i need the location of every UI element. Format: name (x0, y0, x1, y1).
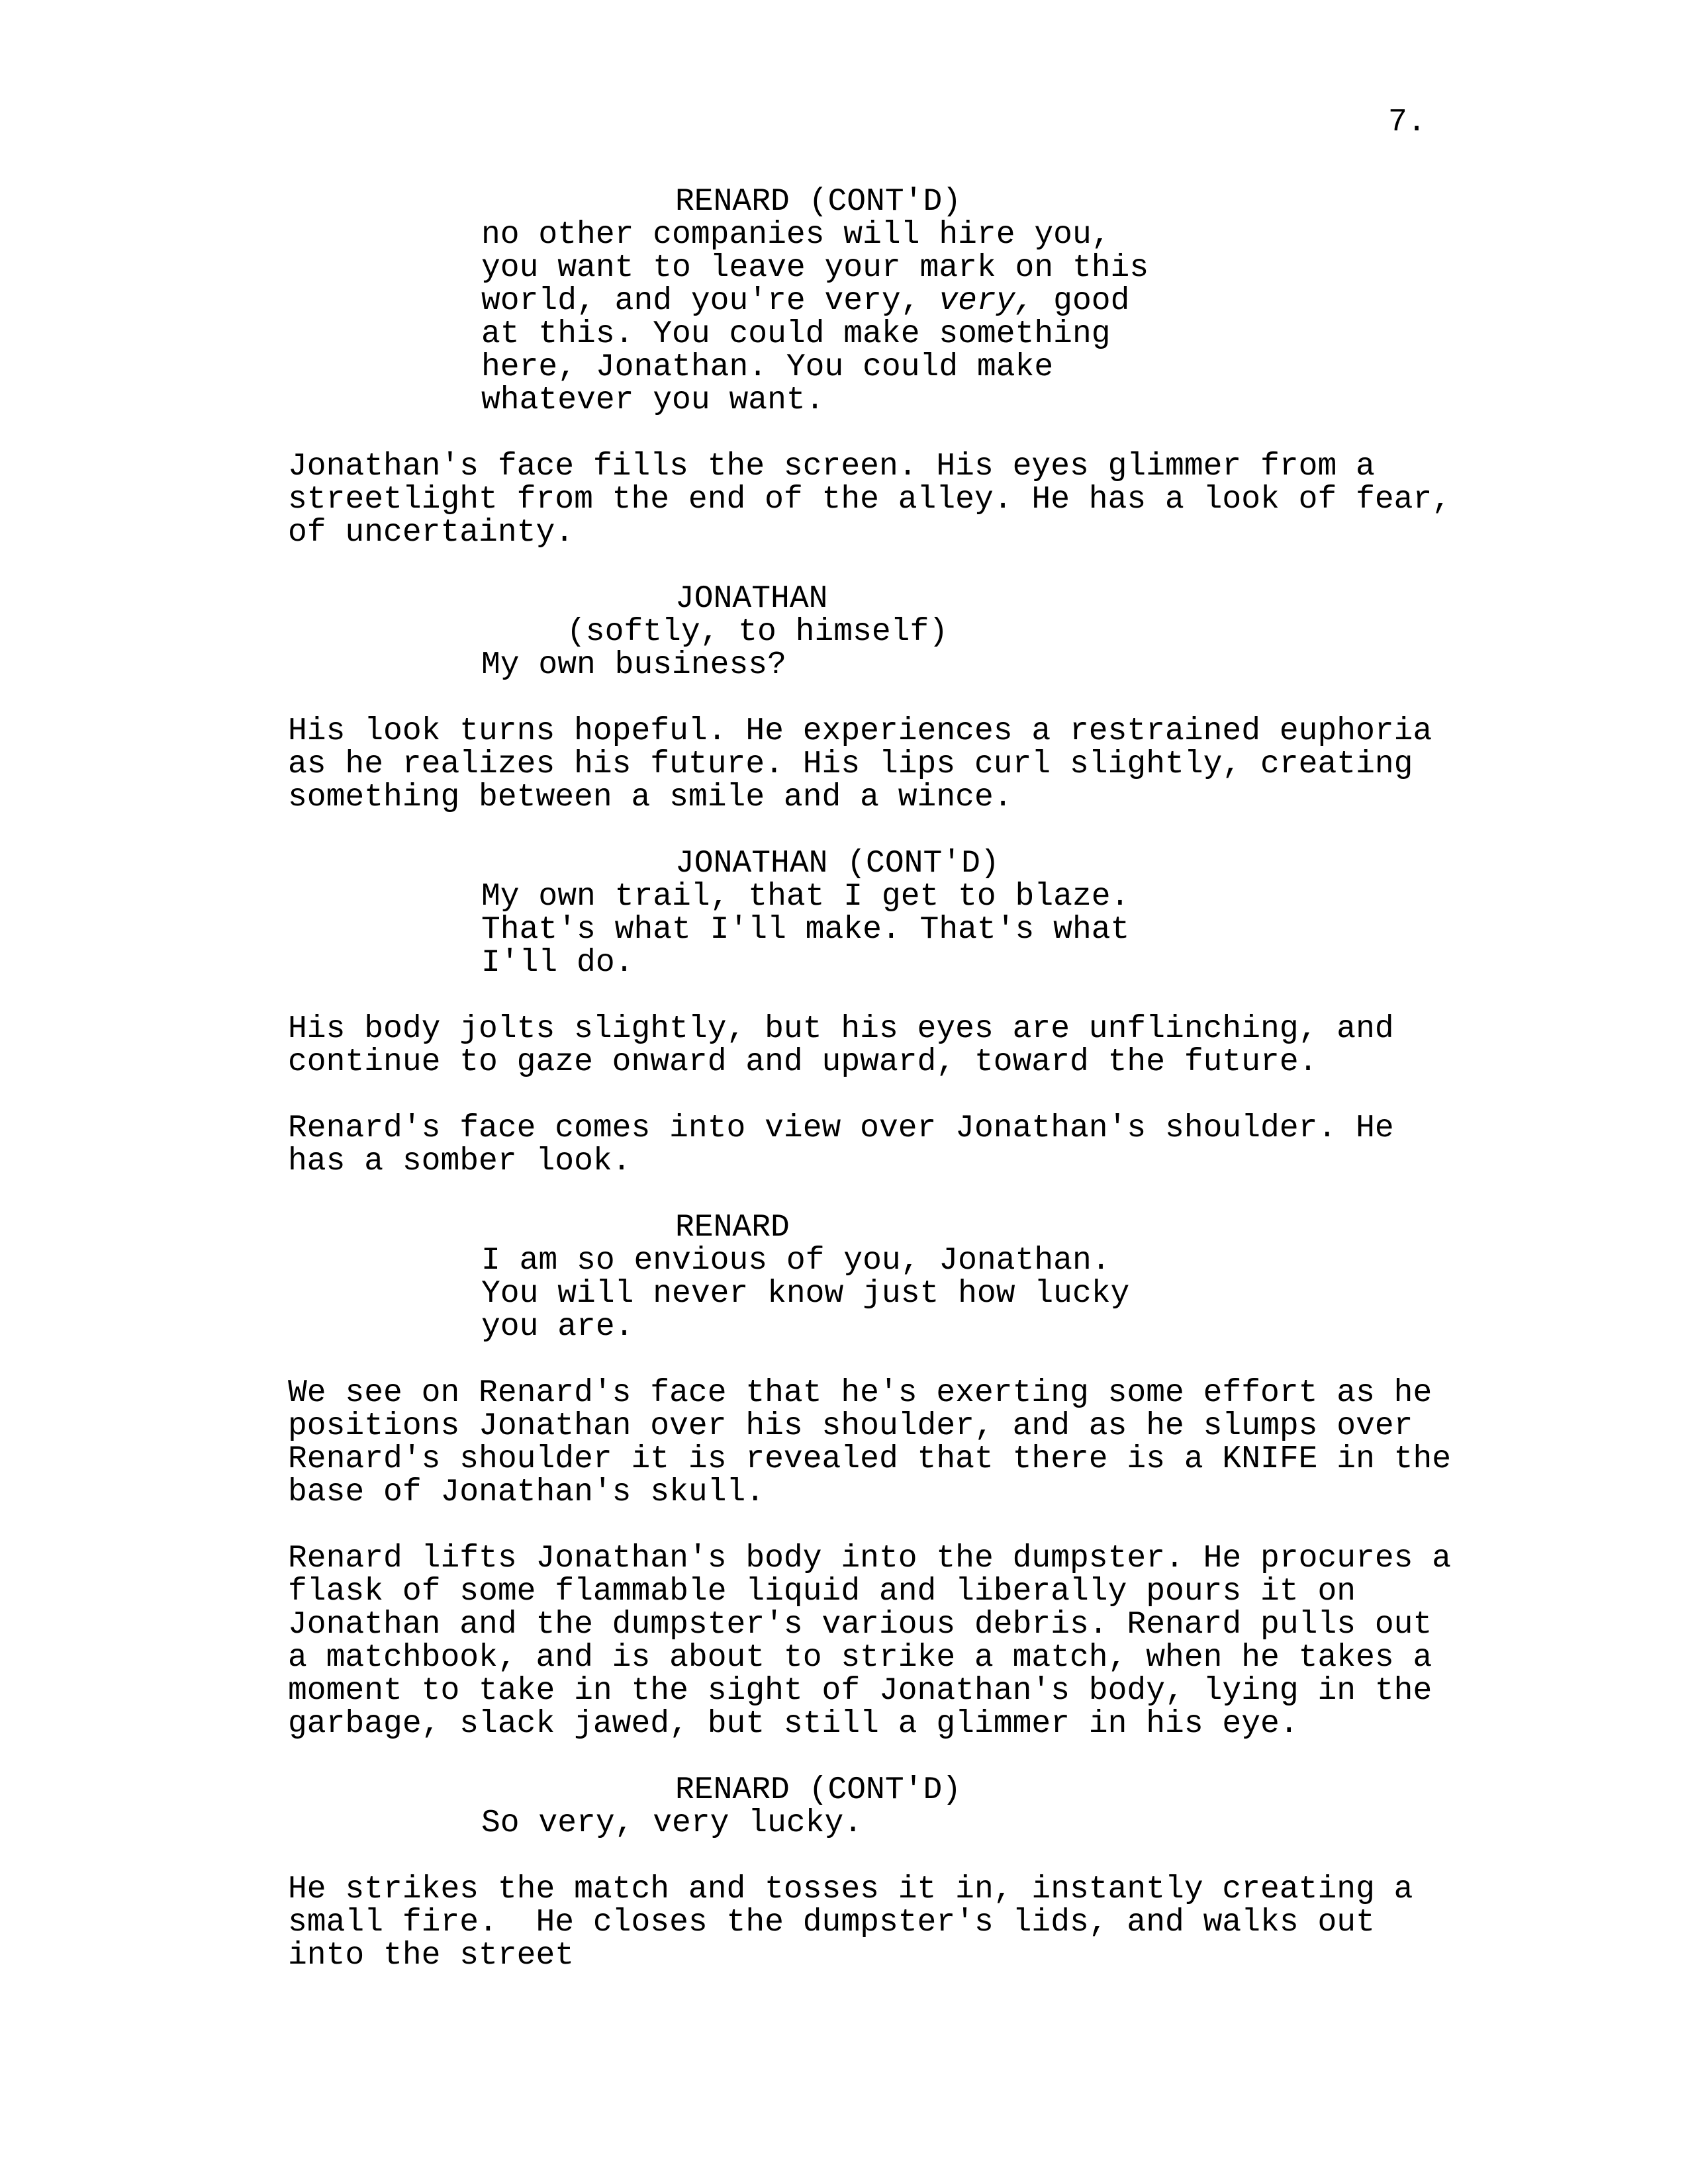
action-line: Renard lifts Jonathan's body into the dumpster. He procures a (288, 1541, 1452, 1576)
dialogue-line: whatever you want. (481, 383, 825, 418)
action-line: base of Jonathan's skull. (288, 1475, 765, 1510)
script-body (0, 185, 1688, 1972)
dialogue-block (0, 1774, 1688, 1840)
dialogue-line: I am so envious of you, Jonathan. (481, 1243, 1111, 1279)
dialogue-line: no other companies will hire you, (481, 217, 1111, 253)
character-cue: RENARD (CONT'D) (675, 1772, 962, 1808)
action-block (0, 1377, 1688, 1509)
action-block (0, 1542, 1688, 1741)
action-line: something between a smile and a wince. (288, 780, 1013, 815)
action-line: Jonathan and the dumpster's various debris. Renard pulls out (288, 1607, 1432, 1643)
action-block (0, 1112, 1688, 1178)
character-cue: JONATHAN (675, 581, 828, 617)
action-line: garbage, slack jawed, but still a glimmer in his eye. (288, 1706, 1299, 1742)
action-block (0, 1013, 1688, 1079)
dialogue-line: here, Jonathan. You could make (481, 349, 1054, 385)
dialogue-block (0, 582, 1688, 682)
action-line: continue to gaze onward and upward, toward the future. (288, 1044, 1318, 1080)
dialogue-block (0, 847, 1688, 979)
dialogue-line: I'll do. (481, 945, 634, 981)
dialogue-line: at this. You could make something (481, 316, 1111, 352)
action-line: as he realizes his future. His lips curl slightly, creating (288, 747, 1413, 782)
action-line: a matchbook, and is about to strike a match, when he takes a (288, 1640, 1432, 1676)
character-cue: RENARD (CONT'D) (675, 184, 962, 220)
dialogue-block (0, 185, 1688, 417)
dialogue-line: you are. (481, 1309, 634, 1345)
action-line: moment to take in the sight of Jonathan's body, lying in the (288, 1673, 1432, 1709)
action-line: Renard's face comes into view over Jonathan's shoulder. He (288, 1111, 1394, 1146)
action-line: His body jolts slightly, but his eyes are unflinching, and (288, 1011, 1394, 1047)
action-line: He strikes the match and tosses it in, instantly creating a (288, 1872, 1413, 1907)
action-line: His look turns hopeful. He experiences a restrained euphoria (288, 713, 1432, 749)
italic-emphasis: very, (939, 283, 1035, 319)
dialogue-block (0, 1211, 1688, 1343)
action-line: into the street (288, 1938, 575, 1974)
dialogue-line: You will never know just how lucky (481, 1276, 1130, 1312)
action-line: flask of some flammable liquid and liberally pours it on (288, 1574, 1356, 1610)
action-line: positions Jonathan over his shoulder, and as he slumps over (288, 1408, 1413, 1444)
dialogue-line: That's what I'll make. That's what (481, 912, 1130, 948)
action-line: Renard's shoulder it is revealed that there is a KNIFE in the (288, 1441, 1452, 1477)
action-line: small fire. He closes the dumpster's lids, and walks out (288, 1905, 1375, 1940)
parenthetical: (softly, to himself) (567, 614, 949, 650)
dialogue-line: My own trail, that I get to blaze. (481, 879, 1130, 915)
dialogue-text: good (1034, 283, 1130, 319)
action-line: has a somber look. (288, 1144, 632, 1179)
character-cue: RENARD (675, 1210, 790, 1246)
dialogue-text: world, and you're very, (481, 283, 939, 319)
character-cue: JONATHAN (CONT'D) (675, 846, 1000, 882)
action-block (0, 450, 1688, 549)
action-block (0, 715, 1688, 814)
dialogue-line: you want to leave your mark on this (481, 250, 1149, 286)
action-block (0, 1873, 1688, 1972)
action-line: of uncertainty. (288, 515, 575, 551)
dialogue-line (0, 285, 1688, 318)
action-line: Jonathan's face fills the screen. His eyes glimmer from a (288, 449, 1375, 484)
dialogue-line: So very, very lucky. (481, 1805, 863, 1841)
dialogue-line: My own business? (481, 647, 786, 683)
action-line: We see on Renard's face that he's exerting some effort as he (288, 1375, 1432, 1411)
page-number: 7. (1388, 105, 1427, 140)
action-line: streetlight from the end of the alley. He has a look of fear, (288, 482, 1452, 518)
